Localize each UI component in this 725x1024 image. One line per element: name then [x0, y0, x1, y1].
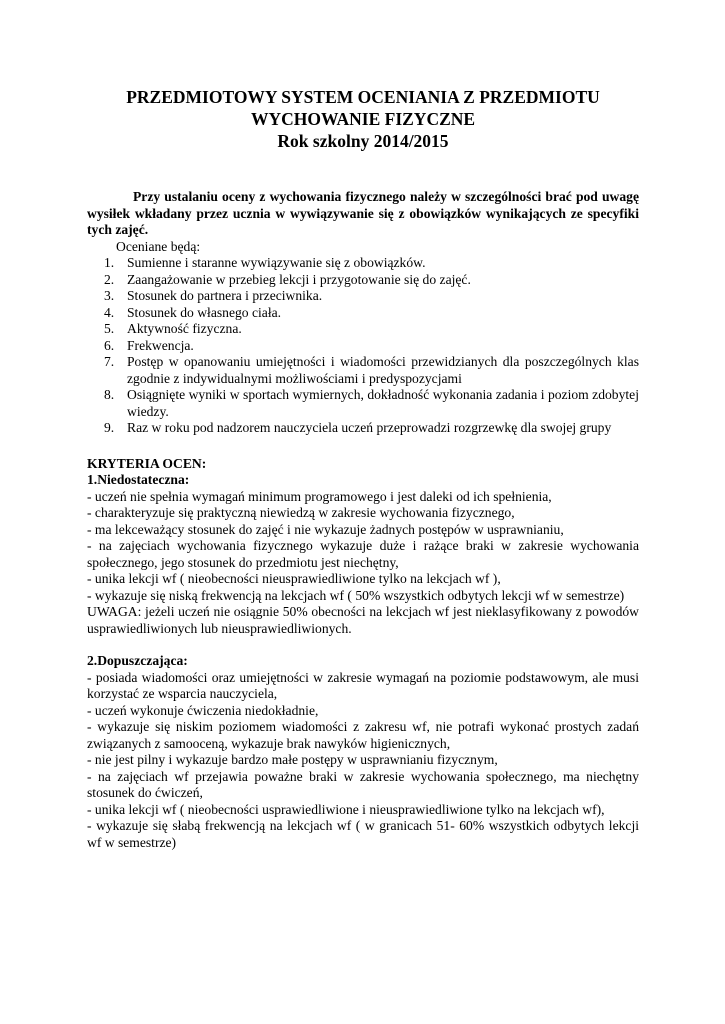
list-item-text: Zaangażowanie w przebieg lekcji i przygotowanie się do zajęć.	[127, 271, 471, 287]
intro-paragraph: Przy ustalaniu oceny z wychowania fizycznego należy w szczególności brać pod uwagę wysiłek wkładany przez ucznia w wywiązywanie się z obowiązków wynikających ze specyfiki tych zajęć.	[87, 189, 639, 237]
grade-2-line: - posiada wiadomości oraz umiejętności w zakresie wymagań na poziomie podstawowym, ale musi korzystać ze wsparcia nauczyciela,	[87, 669, 639, 701]
list-item-number: 1.	[104, 255, 115, 270]
list-item-number: 6.	[104, 337, 115, 353]
grade-2-line: - na zajęciach wf przejawia poważne braki w zakresie wychowania społecznego, ma niechętny stosunek do ćwiczeń,	[87, 768, 639, 800]
grade-1-title: 1.Niedostateczna:	[87, 472, 190, 487]
grade-2-line: - uczeń wykonuje ćwiczenia niedokładnie,	[87, 702, 319, 718]
grade-1-line: - na zajęciach wychowania fizycznego wykazuje duże i rażące braki w zakresie wychowania społecznego, jego stosunek do przedmiotu jest niechętny,	[87, 538, 639, 570]
grade-1-note: UWAGA: jeżeli uczeń nie osiągnie 50% obecności na lekcjach wf jest nieklasyfikowany z powodów usprawiedliwionych lub nieusprawiedliwionych.	[87, 604, 639, 636]
list-item	[87, 387, 639, 420]
criteria-section	[87, 456, 639, 852]
list-item	[87, 288, 639, 305]
list-item	[87, 321, 639, 338]
list-item-number: 5.	[104, 321, 115, 336]
grade-1-line: - wykazuje się niską frekwencją na lekcjach wf ( 50% wszystkich odbytych lekcji wf w semestrze)	[87, 587, 625, 603]
list-item-number: 7.	[104, 354, 115, 369]
list-item	[87, 420, 639, 437]
list-item-number: 3.	[104, 288, 115, 303]
list-item-text: Postęp w opanowaniu umiejętności i wiadomości przewidzianych dla poszczególnych klas zgodnie z indywidualnymi możliwościami i predyspozycjami	[127, 354, 639, 386]
criteria-heading: KRYTERIA OCEN:	[87, 455, 207, 471]
list-item-text: Sumienne i staranne wywiązywanie się z obowiązków.	[127, 255, 426, 270]
assessed-list	[87, 255, 639, 437]
list-item-text: Stosunek do własnego ciała.	[127, 304, 282, 320]
list-item-text: Osiągnięte wyniki w sportach wymiernych, dokładność wykonania zadania i poziom zdobytej wiedzy.	[127, 387, 639, 419]
assessed-intro: Oceniane będą:	[116, 238, 201, 254]
list-item-number: 9.	[104, 420, 115, 435]
list-item-text: Aktywność fizyczna.	[127, 321, 242, 336]
grade-2-title: 2.Dopuszczająca:	[87, 653, 188, 668]
grade-1-line: - uczeń nie spełnia wymagań minimum programowego i jest daleki od ich spełnienia,	[87, 488, 552, 504]
grade-1-line: - ma lekceważący stosunek do zajęć i nie wykazuje żadnych postępów w usprawnianiu,	[87, 521, 564, 537]
grade-2-line: - unika lekcji wf ( nieobecności usprawiedliwione i nieusprawiedliwione tylko na lekcjach wf),	[87, 801, 605, 817]
list-item-number: 2.	[104, 271, 115, 287]
list-item	[87, 354, 639, 387]
title-line-2: WYCHOWANIE FIZYCZNE	[250, 109, 476, 129]
list-item-text: Frekwencja.	[127, 337, 194, 353]
grade-2-line: - nie jest pilny i wykazuje bardzo małe postępy w usprawnianiu fizycznym,	[87, 752, 498, 767]
title-line-1: PRZEDMIOTOWY SYSTEM OCENIANIA Z PRZEDMIOTU	[126, 87, 600, 107]
grade-2-line: - wykazuje się niskim poziomem wiadomości z zakresu wf, nie potrafi wykonać prostych zadań związanych z samooceną, wykazuje brak nawyków higienicznych,	[87, 719, 639, 751]
list-item-number: 8.	[104, 387, 115, 402]
grade-1-line: - unika lekcji wf ( nieobecności nieusprawiedliwione tylko na lekcjach wf ),	[87, 571, 501, 586]
list-item-text: Stosunek do partnera i przeciwnika.	[127, 288, 323, 303]
list-item	[87, 338, 639, 355]
list-item	[87, 255, 639, 272]
list-item	[87, 272, 639, 289]
list-item-number: 4.	[104, 304, 115, 320]
title-line-3: Rok szkolny 2014/2015	[277, 131, 449, 151]
document-title	[87, 86, 639, 152]
list-item	[87, 305, 639, 322]
grade-1-line: - charakteryzuje się praktyczną niewiedzą w zakresie wychowania fizycznego,	[87, 505, 515, 520]
grade-2-line: - wykazuje się słabą frekwencją na lekcjach wf ( w granicach 51- 60% wszystkich odbytych lekcji wf w semestrze)	[87, 818, 639, 850]
list-item-text: Raz w roku pod nadzorem nauczyciela uczeń przeprowadzi rozgrzewkę dla swojej grupy	[127, 420, 612, 435]
